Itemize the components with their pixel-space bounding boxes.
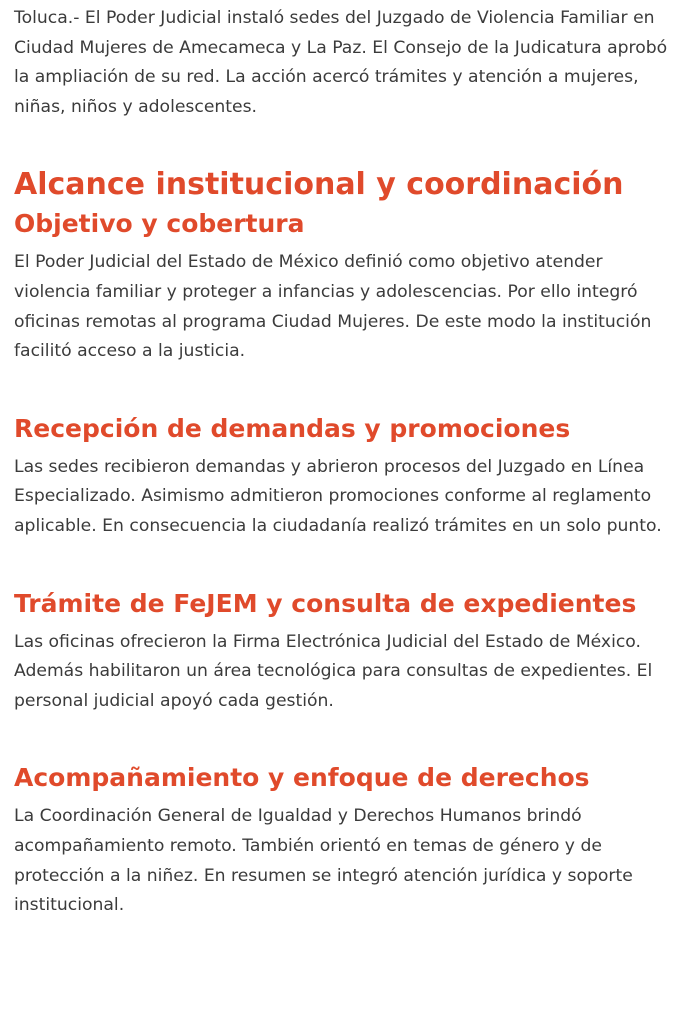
section-body-objetivo: El Poder Judicial del Estado de México definió como objetivo atender violencia familiar y proteger a infancias y adolescencias. Por ello integró oficinas remotas al programa Ciudad Mujeres. De este modo la institución facilitó acceso a la justicia. [14, 252, 652, 362]
section-body-acompanamiento: La Coordinación General de Igualdad y Derechos Humanos brindó acompañamiento remoto. También orientó en temas de género y de protección a la niñez. En resumen se integró atención jurídica y soporte institucional. [14, 806, 633, 916]
section-body-fejem: Las oficinas ofrecieron la Firma Electrónica Judicial del Estado de México. Además habilitaron un área tecnológica para consultas de expedientes. El personal judicial apoyó cada gestión. [14, 631, 653, 711]
main-heading: Alcance institucional y coordinación [14, 167, 624, 203]
section-heading-objetivo: Objetivo y cobertura [14, 209, 305, 239]
section-heading-fejem: Trámite de FeJEM y consulta de expedientes [14, 588, 637, 618]
section-heading-recepcion: Recepción de demandas y promociones [14, 413, 571, 443]
intro-paragraph: Toluca.- El Poder Judicial instaló sedes del Juzgado de Violencia Familiar en Ciudad Mujeres de Amecameca y La Paz. El Consejo de la Judicatura aprobó la ampliación de su red. La acción acercó trámites y atención a mujeres, niñas, niños y adolescentes. [14, 8, 668, 117]
section-body-recepcion: Las sedes recibieron demandas y abrieron procesos del Juzgado en Línea Especializado. Asimismo admitieron promociones conforme al reglamento aplicable. En consecuencia la ciudadanía realizó trámites en un solo punto. [14, 456, 662, 536]
section-heading-acompanamiento: Acompañamiento y enfoque de derechos [14, 763, 590, 793]
